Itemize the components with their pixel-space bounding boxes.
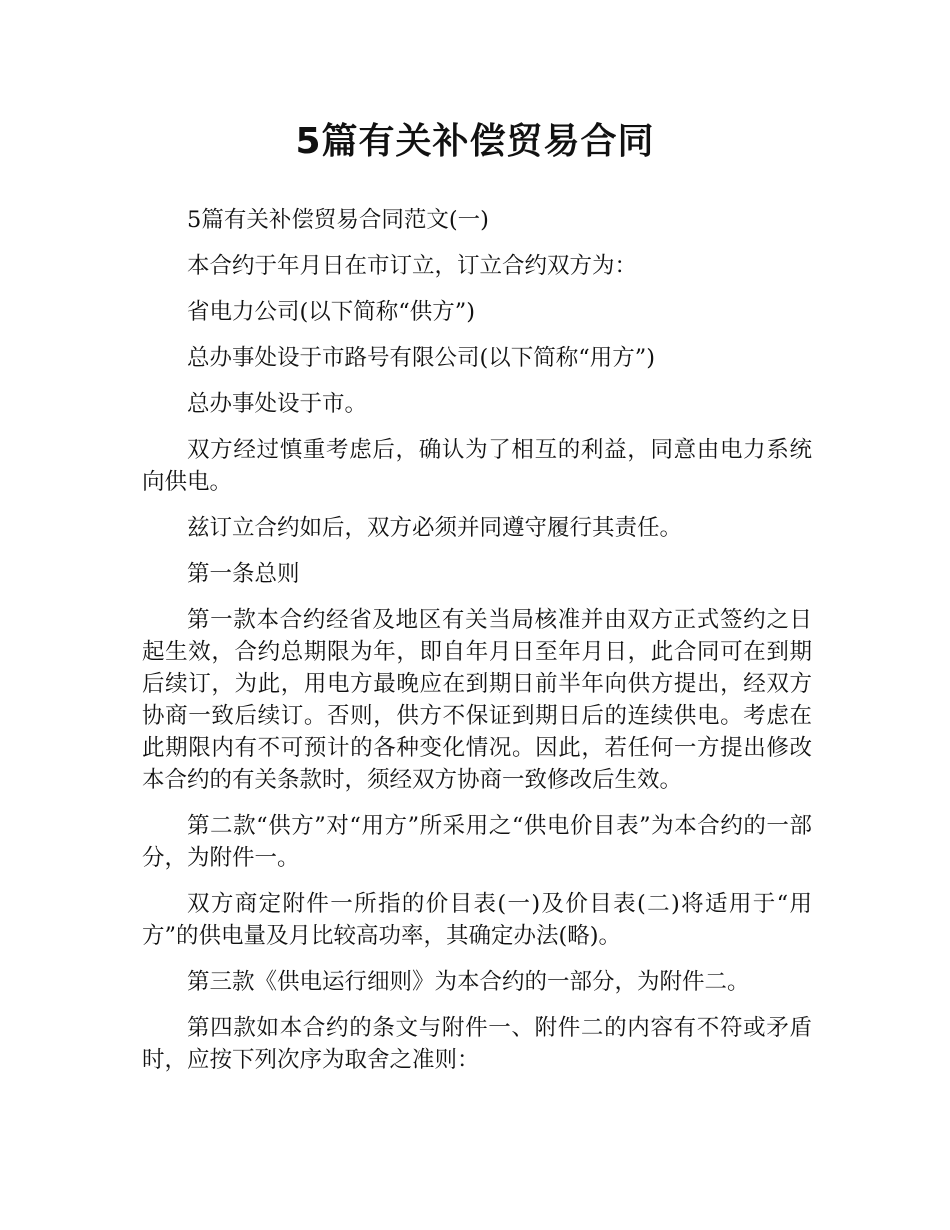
paragraph: 第三款《供电运行细则》为本合约的一部分，为附件二。 xyxy=(187,969,750,995)
paragraph: 第二款“供方”对“用方”所采用之“供电价目表”为本合约的一部分，为附件一。 xyxy=(142,813,812,871)
paragraph: 省电力公司(以下简称“供方”) xyxy=(187,299,476,325)
paragraph: 本合约于年月日在市订立，订立合约双方为： xyxy=(187,253,638,279)
paragraph: 总办事处设于市。 xyxy=(187,391,368,417)
paragraph: 双方经过慎重考虑后，确认为了相互的利益，同意由电力系统向供电。 xyxy=(142,437,812,495)
paragraph: 兹订立合约如后，双方必须并同遵守履行其责任。 xyxy=(187,515,683,541)
paragraph: 总办事处设于市路号有限公司(以下简称“用方”) xyxy=(187,345,656,371)
document-body xyxy=(142,204,812,1090)
paragraph: 第一款本合约经省及地区有关当局核准并由双方正式签约之日起生效，合约总期限为年，即自年月日至年月日，此合同可在到期后续订，为此，用电方最晚应在到期日前半年向供方提出，经双方协商一致后续订。否则，供方不保证到期日后的连续供电。考虑在此期限内有不可预计的各种变化情况。因此，若任何一方提出修改本合约的有关条款时，须经双方协商一致修改后生效。 xyxy=(142,607,812,793)
paragraph: 5篇有关补偿贸易合同范文(一) xyxy=(187,207,489,233)
section-heading: 第一条总则 xyxy=(187,561,300,587)
document-title: 5篇有关补偿贸易合同 xyxy=(295,121,655,162)
paragraph: 双方商定附件一所指的价目表(一)及价目表(二)将适用于“用方”的供电量及月比较高功率，其确定办法(略)。 xyxy=(142,891,812,949)
paragraph: 第四款如本合约的条文与附件一、附件二的内容有不符或矛盾时，应按下列次序为取舍之准则： xyxy=(142,1015,812,1073)
